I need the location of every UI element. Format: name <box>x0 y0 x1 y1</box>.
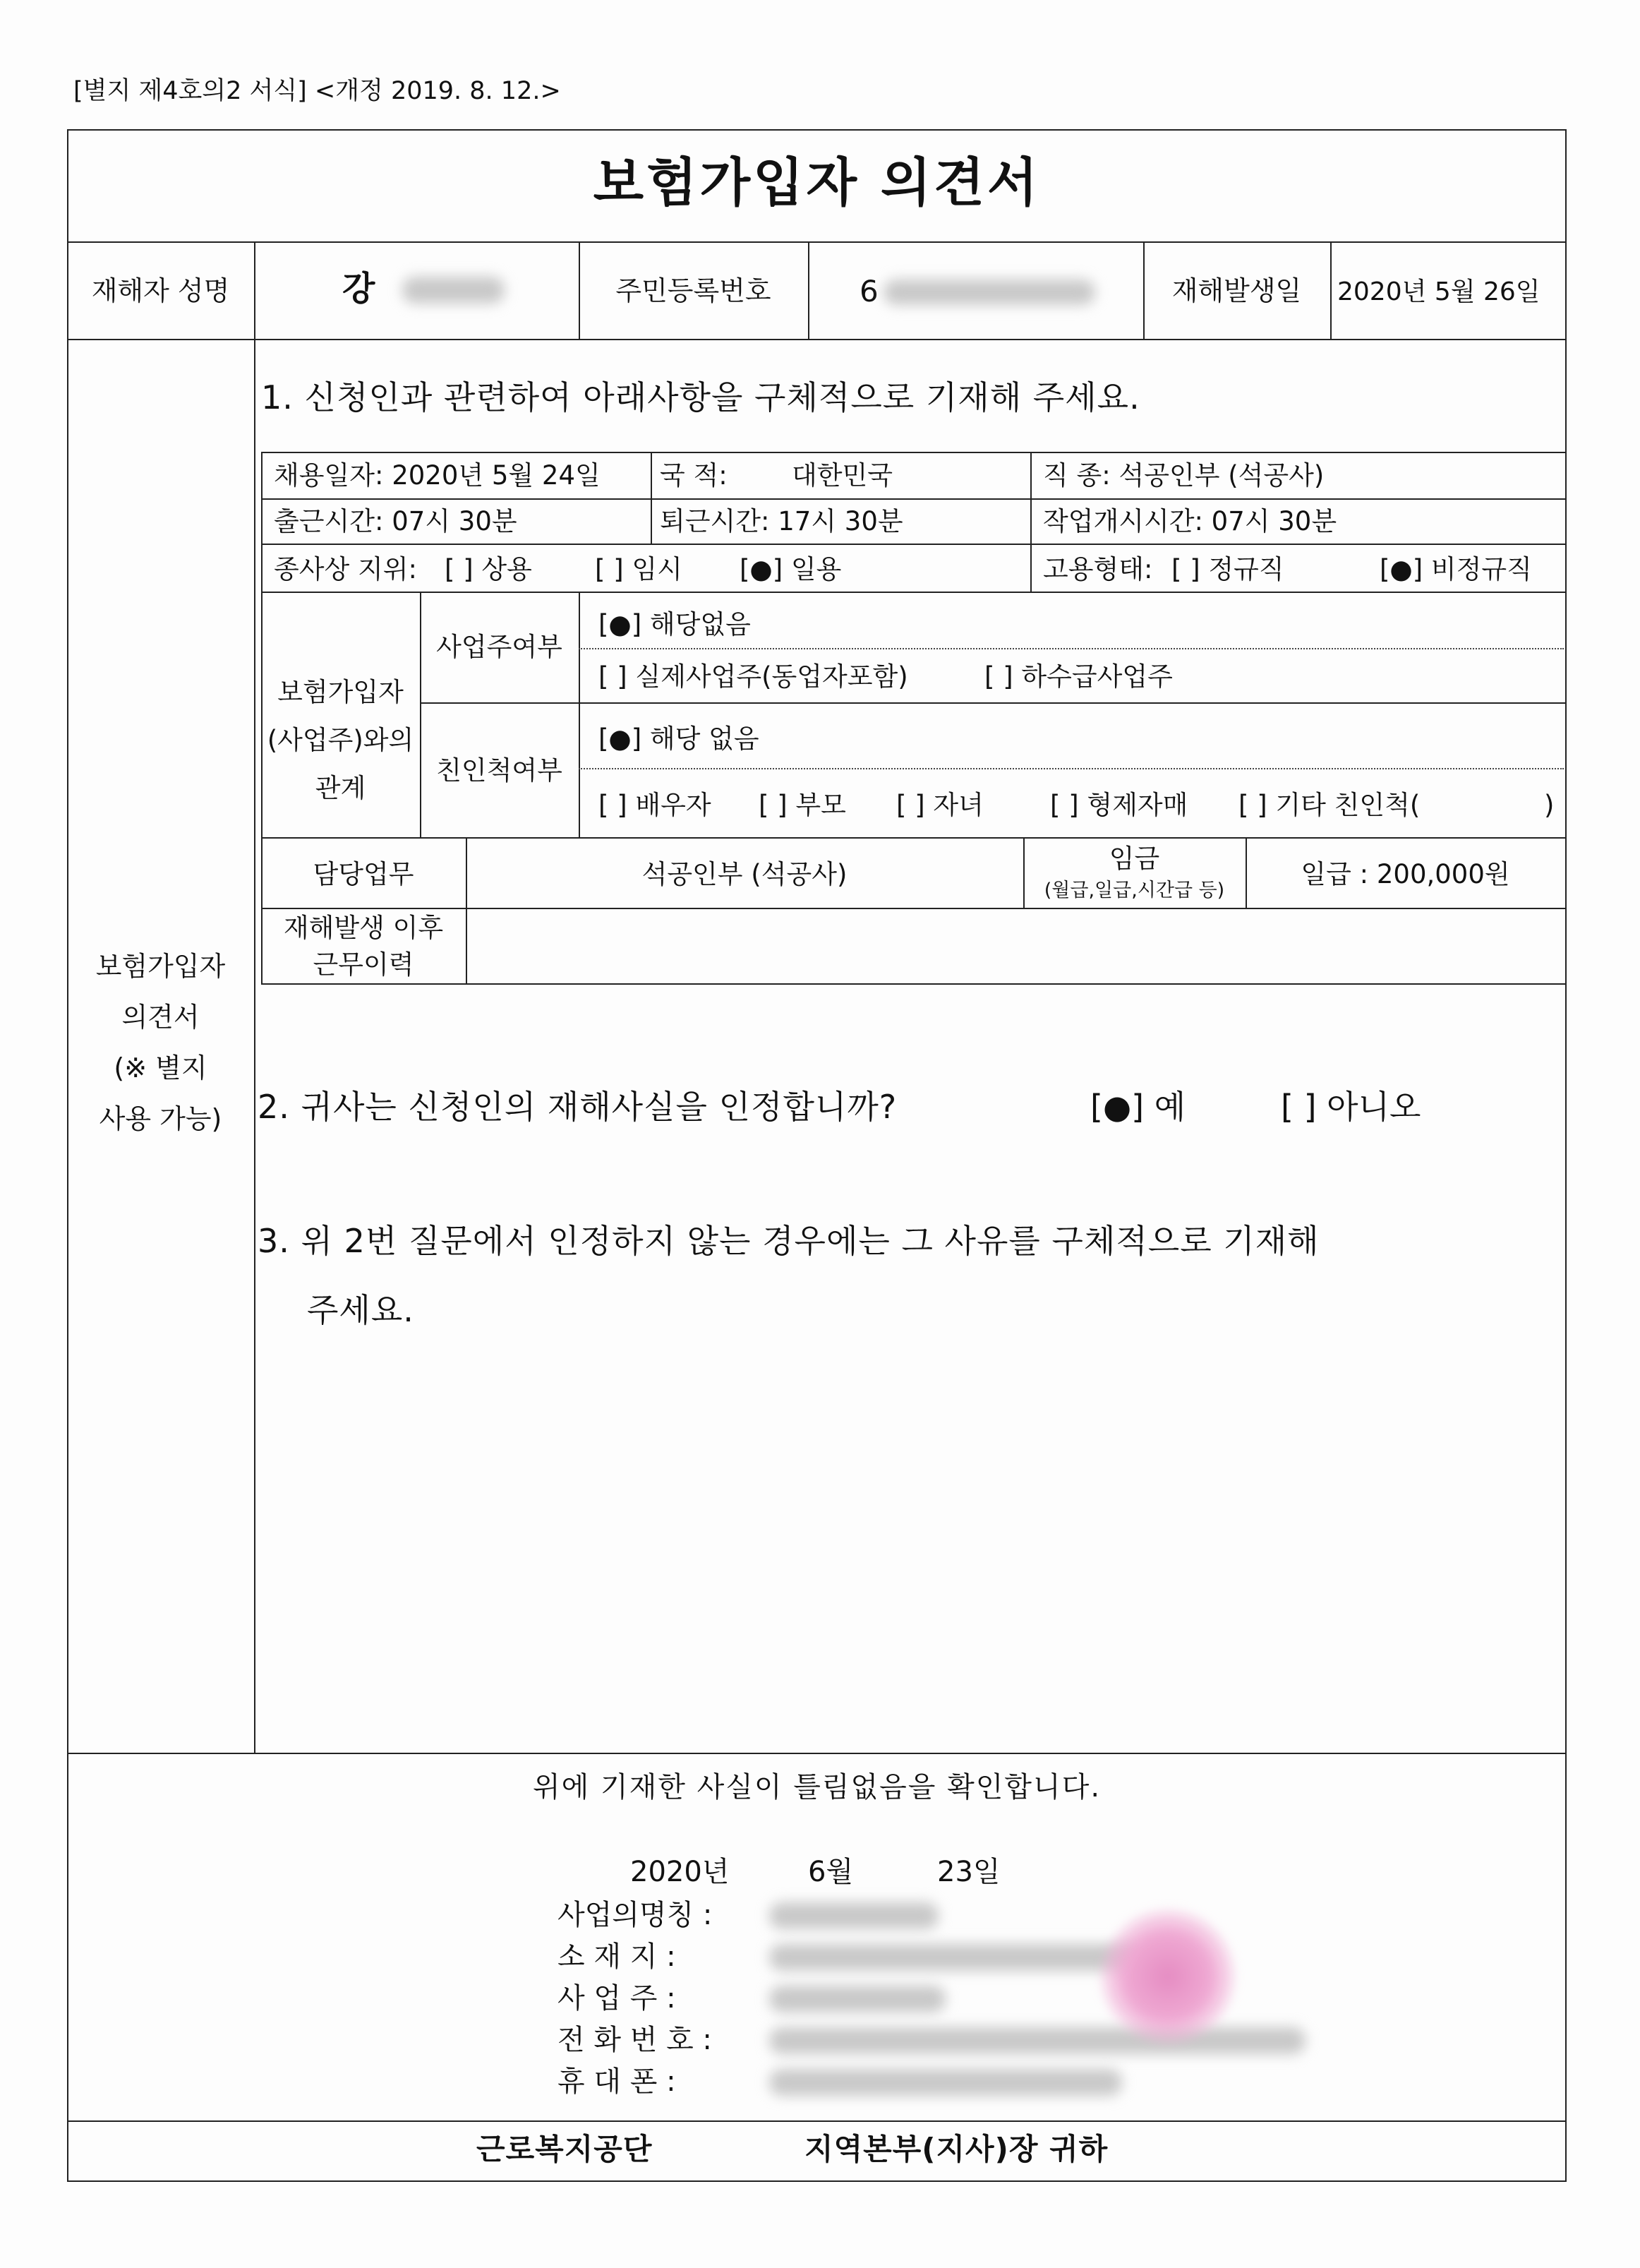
relation-label-1: 보험가입자 <box>277 677 404 707</box>
duty-value: 석공인부 (석공사) <box>641 859 848 889</box>
redacted-location <box>769 1944 1143 1971</box>
redacted-mobile <box>769 2069 1122 2096</box>
left-label-line4: 사용 가능) <box>99 1103 222 1134</box>
relative-other-close: ) <box>1544 790 1555 820</box>
question-3-line2: 주세요. <box>307 1291 414 1329</box>
question-1: 1. 신청인과 관련하여 아래사항을 구체적으로 기재해 주세요. <box>261 378 1140 416</box>
phone-label: 전 화 번 호 : <box>557 2024 712 2056</box>
after-accident-label-1: 재해발생 이후 <box>283 913 444 943</box>
relative-other: [ ] 기타 친인척( <box>1238 790 1421 820</box>
employment-label: 고용형태: <box>1043 554 1153 584</box>
q2-no-option: [ ] 아니오 <box>1281 1088 1421 1126</box>
business-name-label: 사업의명칭 : <box>557 1899 713 1931</box>
relation-label-2: (사업주)와의 <box>267 725 414 755</box>
mobile-label: 휴 대 폰 : <box>557 2065 676 2098</box>
employer-none: [●] 해당없음 <box>598 609 751 640</box>
confirmation-text: 위에 기재한 사실이 틀림없음을 확인합니다. <box>532 1771 1102 1804</box>
hire-date: 채용일자: 2020년 5월 24일 <box>274 460 601 491</box>
q2-yes-option: [●] 예 <box>1090 1088 1186 1126</box>
owner-label: 사 업 주 : <box>557 1982 676 2015</box>
nationality-value: 대한민국 <box>792 460 893 491</box>
relative-label: 친인척여부 <box>436 755 562 786</box>
footer-org: 근로복지공단 <box>476 2132 653 2166</box>
employment-regular: [ ] 정규직 <box>1171 554 1284 584</box>
left-label-line2: 의견서 <box>121 1002 200 1033</box>
position-daily: [●] 일용 <box>740 554 842 584</box>
employer-actual: [ ] 실제사업주(동업자포함) <box>598 661 908 692</box>
relation-label-3: 관계 <box>315 773 366 803</box>
location-label: 소 재 지 : <box>557 1940 676 1973</box>
accident-date-label: 재해발생일 <box>1171 275 1302 306</box>
resident-number-label: 주민등록번호 <box>615 275 771 306</box>
redacted-name <box>402 277 505 304</box>
work-start-time: 작업개시시간: 07시 30분 <box>1043 506 1337 536</box>
question-2: 2. 귀사는 신청인의 재해사실을 인정합니까? <box>258 1088 898 1126</box>
position-temp: [ ] 임시 <box>595 554 682 584</box>
redacted-phone <box>769 2027 1306 2054</box>
relative-child: [ ] 자녀 <box>896 790 984 820</box>
victim-name-value: 강 <box>342 269 375 308</box>
redacted-business-name <box>769 1902 939 1929</box>
job-type: 직 종: 석공인부 (석공사) <box>1043 460 1325 491</box>
footer-addressee: 지역본부(지사)장 귀하 <box>804 2132 1109 2166</box>
relative-sibling: [ ] 형제자매 <box>1050 790 1188 820</box>
confirmation-day: 23일 <box>937 1856 1001 1888</box>
relative-none: [●] 해당 없음 <box>598 724 759 754</box>
start-time: 출근시간: 07시 30분 <box>274 506 517 536</box>
wage-value: 일급 : 200,000원 <box>1301 859 1510 889</box>
resident-number-value: 6 <box>860 274 879 308</box>
redacted-resident-number <box>884 280 1095 305</box>
form-label: [별지 제4호의2 서식] <개정 2019. 8. 12.> <box>73 77 561 105</box>
end-time: 퇴근시간: 17시 30분 <box>660 506 903 536</box>
question-3-line1: 3. 위 2번 질문에서 인정하지 않는 경우에는 그 사유를 구체적으로 기재해 <box>258 1222 1320 1260</box>
company-seal-stamp <box>1101 1909 1235 2044</box>
employment-nonregular: [●] 비정규직 <box>1380 554 1532 584</box>
wage-sub: (월급,일급,시간급 등) <box>1044 880 1225 901</box>
page-title: 보험가입자 의견서 <box>593 152 1041 213</box>
accident-date-value: 2020년 5월 26일 <box>1337 277 1540 306</box>
wage-label: 임금 <box>1109 844 1160 874</box>
left-label-line3: (※ 별지 <box>114 1052 207 1084</box>
victim-name-label: 재해자 성명 <box>91 275 230 306</box>
position-label: 종사상 지위: <box>274 554 417 584</box>
confirmation-month: 6월 <box>808 1856 854 1888</box>
after-accident-label-2: 근무이력 <box>313 949 414 980</box>
employer-sub: [ ] 하수급사업주 <box>984 661 1173 692</box>
position-regular: [ ] 상용 <box>445 554 532 584</box>
nationality-label: 국 적: <box>660 460 728 491</box>
left-label-line1: 보험가입자 <box>95 951 226 982</box>
confirmation-year: 2020년 <box>630 1856 730 1888</box>
duty-label: 담당업무 <box>313 859 414 889</box>
redacted-owner <box>769 1986 946 2012</box>
relative-parent: [ ] 부모 <box>759 790 846 820</box>
relative-spouse: [ ] 배우자 <box>598 790 711 820</box>
employer-label: 사업주여부 <box>436 632 562 662</box>
